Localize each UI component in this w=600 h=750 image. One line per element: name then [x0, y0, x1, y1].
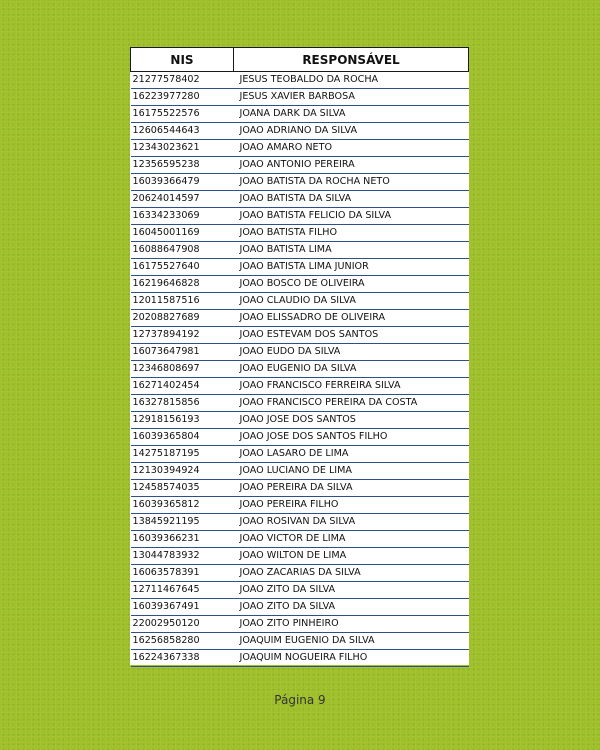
table-row [131, 276, 469, 293]
responsavel-cell: JOAO EUGENIO DA SILVA [234, 361, 469, 378]
table-row [131, 497, 469, 514]
nis-cell: 16063578391 [131, 565, 234, 582]
column-header-responsavel: RESPONSÁVEL [234, 48, 469, 72]
nis-cell: 16219646828 [131, 276, 234, 293]
nis-cell: 16039366231 [131, 531, 234, 548]
responsavel-cell: JESUS TEOBALDO DA ROCHA [234, 72, 469, 89]
table-row [131, 650, 469, 667]
table-row [131, 327, 469, 344]
nis-cell: 14275187195 [131, 446, 234, 463]
table-row [131, 191, 469, 208]
responsavel-cell: JOAO VICTOR DE LIMA [234, 531, 469, 548]
table-row [131, 242, 469, 259]
nis-cell: 12346808697 [131, 361, 234, 378]
nis-cell: 12737894192 [131, 327, 234, 344]
table-row [131, 378, 469, 395]
table-header-row [131, 48, 469, 72]
table-row [131, 310, 469, 327]
table-row [131, 106, 469, 123]
nis-cell: 12011587516 [131, 293, 234, 310]
nis-cell: 12606544643 [131, 123, 234, 140]
nis-cell: 12343023621 [131, 140, 234, 157]
responsavel-cell: JOAQUIM NOGUEIRA FILHO [234, 650, 469, 667]
table-row [131, 531, 469, 548]
nis-cell: 16073647981 [131, 344, 234, 361]
responsavel-cell: JOAO JOSE DOS SANTOS [234, 412, 469, 429]
responsavel-cell: JOAO ELISSADRO DE OLIVEIRA [234, 310, 469, 327]
nis-cell: 16039366479 [131, 174, 234, 191]
responsavel-cell: JOAQUIM EUGENIO DA SILVA [234, 633, 469, 650]
responsavel-cell: JOAO ESTEVAM DOS SANTOS [234, 327, 469, 344]
beneficiary-table [130, 47, 469, 667]
table-row [131, 395, 469, 412]
table-row [131, 174, 469, 191]
nis-cell: 20624014597 [131, 191, 234, 208]
table-row [131, 565, 469, 582]
nis-cell: 12711467645 [131, 582, 234, 599]
table-row [131, 480, 469, 497]
table-row [131, 429, 469, 446]
table-row [131, 463, 469, 480]
responsavel-cell: JOAO BATISTA FILHO [234, 225, 469, 242]
responsavel-cell: JOANA DARK DA SILVA [234, 106, 469, 123]
table-row [131, 72, 469, 89]
responsavel-cell: JOAO ZITO DA SILVA [234, 582, 469, 599]
table-row [131, 123, 469, 140]
nis-cell: 21277578402 [131, 72, 234, 89]
nis-cell: 16045001169 [131, 225, 234, 242]
responsavel-cell: JOAO BATISTA FELICIO DA SILVA [234, 208, 469, 225]
table-row [131, 582, 469, 599]
nis-cell: 16334233069 [131, 208, 234, 225]
column-header-nis: NIS [131, 48, 234, 72]
nis-cell: 13845921195 [131, 514, 234, 531]
table-row [131, 157, 469, 174]
responsavel-cell: JOAO BATISTA LIMA JUNIOR [234, 259, 469, 276]
responsavel-cell: JOAO EUDO DA SILVA [234, 344, 469, 361]
responsavel-cell: JOAO ZACARIAS DA SILVA [234, 565, 469, 582]
responsavel-cell: JOAO BOSCO DE OLIVEIRA [234, 276, 469, 293]
responsavel-cell: JOAO FRANCISCO PEREIRA DA COSTA [234, 395, 469, 412]
nis-cell: 16224367338 [131, 650, 234, 667]
document-sheet [130, 47, 469, 665]
table-body [131, 72, 469, 667]
nis-cell: 12918156193 [131, 412, 234, 429]
responsavel-cell: JOAO JOSE DOS SANTOS FILHO [234, 429, 469, 446]
responsavel-cell: JOAO WILTON DE LIMA [234, 548, 469, 565]
table-row [131, 140, 469, 157]
table-row [131, 599, 469, 616]
table-row [131, 446, 469, 463]
page-number: Página 9 [274, 693, 326, 707]
nis-cell: 22002950120 [131, 616, 234, 633]
table-row [131, 412, 469, 429]
nis-cell: 20208827689 [131, 310, 234, 327]
table-row [131, 225, 469, 242]
responsavel-cell: JOAO LASARO DE LIMA [234, 446, 469, 463]
nis-cell: 12458574035 [131, 480, 234, 497]
nis-cell: 16039365812 [131, 497, 234, 514]
nis-cell: 16327815856 [131, 395, 234, 412]
table-row [131, 633, 469, 650]
table-row [131, 89, 469, 106]
nis-cell: 16088647908 [131, 242, 234, 259]
table-row [131, 361, 469, 378]
table-row [131, 293, 469, 310]
responsavel-cell: JOAO ANTONIO PEREIRA [234, 157, 469, 174]
responsavel-cell: JOAO BATISTA DA ROCHA NETO [234, 174, 469, 191]
table-row [131, 344, 469, 361]
responsavel-cell: JOAO ZITO PINHEIRO [234, 616, 469, 633]
nis-cell: 16039367491 [131, 599, 234, 616]
nis-cell: 16175527640 [131, 259, 234, 276]
responsavel-cell: JOAO ROSIVAN DA SILVA [234, 514, 469, 531]
nis-cell: 12356595238 [131, 157, 234, 174]
responsavel-cell: JOAO ZITO DA SILVA [234, 599, 469, 616]
responsavel-cell: JOAO BATISTA DA SILVA [234, 191, 469, 208]
nis-cell: 16271402454 [131, 378, 234, 395]
responsavel-cell: JOAO PEREIRA FILHO [234, 497, 469, 514]
responsavel-cell: JOAO CLAUDIO DA SILVA [234, 293, 469, 310]
table-row [131, 259, 469, 276]
responsavel-cell: JOAO ADRIANO DA SILVA [234, 123, 469, 140]
table-row [131, 514, 469, 531]
responsavel-cell: JOAO FRANCISCO FERREIRA SILVA [234, 378, 469, 395]
table-row [131, 616, 469, 633]
table-row [131, 548, 469, 565]
nis-cell: 16256858280 [131, 633, 234, 650]
nis-cell: 12130394924 [131, 463, 234, 480]
nis-cell: 16223977280 [131, 89, 234, 106]
responsavel-cell: JOAO BATISTA LIMA [234, 242, 469, 259]
responsavel-cell: JOAO LUCIANO DE LIMA [234, 463, 469, 480]
responsavel-cell: JESUS XAVIER BARBOSA [234, 89, 469, 106]
nis-cell: 13044783932 [131, 548, 234, 565]
table-row [131, 208, 469, 225]
nis-cell: 16175522576 [131, 106, 234, 123]
responsavel-cell: JOAO PEREIRA DA SILVA [234, 480, 469, 497]
nis-cell: 16039365804 [131, 429, 234, 446]
responsavel-cell: JOAO AMARO NETO [234, 140, 469, 157]
